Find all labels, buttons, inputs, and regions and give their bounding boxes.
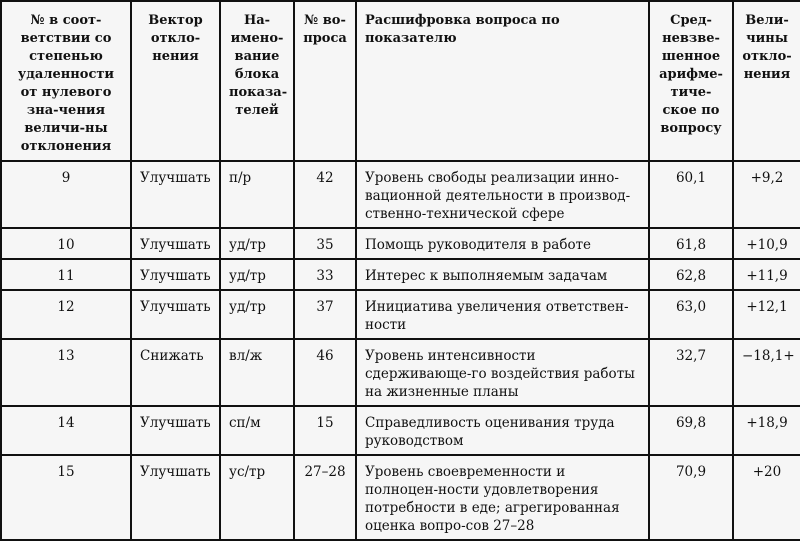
cell-vector: Улучшать	[131, 228, 220, 259]
table-row	[1, 406, 800, 455]
cell-deviation: +18,9	[733, 406, 800, 455]
header-mean: Сред-невзве-шенное арифме-тиче-ское по вопросу	[649, 1, 733, 161]
cell-deviation: +12,1	[733, 290, 800, 339]
cell-mean: 61,8	[649, 228, 733, 259]
cell-rank: 9	[1, 161, 131, 228]
header-block: На-имено-вание блока показа-телей	[220, 1, 294, 161]
cell-block: уд/тр	[220, 228, 294, 259]
table-row	[1, 228, 800, 259]
cell-mean: 32,7	[649, 339, 733, 406]
cell-vector: Улучшать	[131, 406, 220, 455]
cell-deviation: +20	[733, 455, 800, 540]
cell-deviation: +11,9	[733, 259, 800, 290]
cell-question: 46	[294, 339, 356, 406]
cell-deviation: −18,1+	[733, 339, 800, 406]
table-row	[1, 455, 800, 540]
cell-rank: 15	[1, 455, 131, 540]
cell-question: 15	[294, 406, 356, 455]
header-description: Расшифровка вопроса по показателю	[356, 1, 649, 161]
cell-vector: Улучшать	[131, 455, 220, 540]
table-row	[1, 161, 800, 228]
cell-description: Справедливость оценивания труда руководством	[356, 406, 649, 455]
cell-mean: 63,0	[649, 290, 733, 339]
cell-block: сп/м	[220, 406, 294, 455]
header-rank: № в соот-ветствии со степенью удаленности от нулевого зна-чения величи-ны отклонения	[1, 1, 131, 161]
cell-rank: 12	[1, 290, 131, 339]
header-question: № во-проса	[294, 1, 356, 161]
cell-mean: 60,1	[649, 161, 733, 228]
cell-deviation: +9,2	[733, 161, 800, 228]
cell-question: 42	[294, 161, 356, 228]
cell-description: Уровень своевременности и полноцен-ности удовлетворения потребности в еде; агрегированная оценка вопро-сов 27–28	[356, 455, 649, 540]
cell-deviation: +10,9	[733, 228, 800, 259]
cell-rank: 10	[1, 228, 131, 259]
cell-vector: Улучшать	[131, 290, 220, 339]
cell-block: вл/ж	[220, 339, 294, 406]
header-row	[1, 1, 800, 161]
cell-vector: Улучшать	[131, 161, 220, 228]
cell-question: 37	[294, 290, 356, 339]
cell-block: уд/тр	[220, 290, 294, 339]
cell-question: 33	[294, 259, 356, 290]
table-row	[1, 259, 800, 290]
cell-description: Помощь руководителя в работе	[356, 228, 649, 259]
cell-mean: 70,9	[649, 455, 733, 540]
cell-description: Инициатива увеличения ответствен-ности	[356, 290, 649, 339]
cell-vector: Снижать	[131, 339, 220, 406]
cell-description: Уровень свободы реализации инно-вационной деятельности в производ-ственно-технической сфере	[356, 161, 649, 228]
cell-question: 27–28	[294, 455, 356, 540]
header-vector: Вектор откло-нения	[131, 1, 220, 161]
cell-vector: Улучшать	[131, 259, 220, 290]
cell-block: п/р	[220, 161, 294, 228]
cell-block: уд/тр	[220, 259, 294, 290]
header-deviation: Вели-чины откло-нения	[733, 1, 800, 161]
cell-mean: 69,8	[649, 406, 733, 455]
cell-rank: 11	[1, 259, 131, 290]
table-row	[1, 290, 800, 339]
cell-block: ус/тр	[220, 455, 294, 540]
cell-mean: 62,8	[649, 259, 733, 290]
cell-rank: 13	[1, 339, 131, 406]
cell-description: Уровень интенсивности сдерживающе-го воздействия работы на жизненные планы	[356, 339, 649, 406]
cell-description: Интерес к выполняемым задачам	[356, 259, 649, 290]
table-row	[1, 339, 800, 406]
cell-rank: 14	[1, 406, 131, 455]
cell-question: 35	[294, 228, 356, 259]
